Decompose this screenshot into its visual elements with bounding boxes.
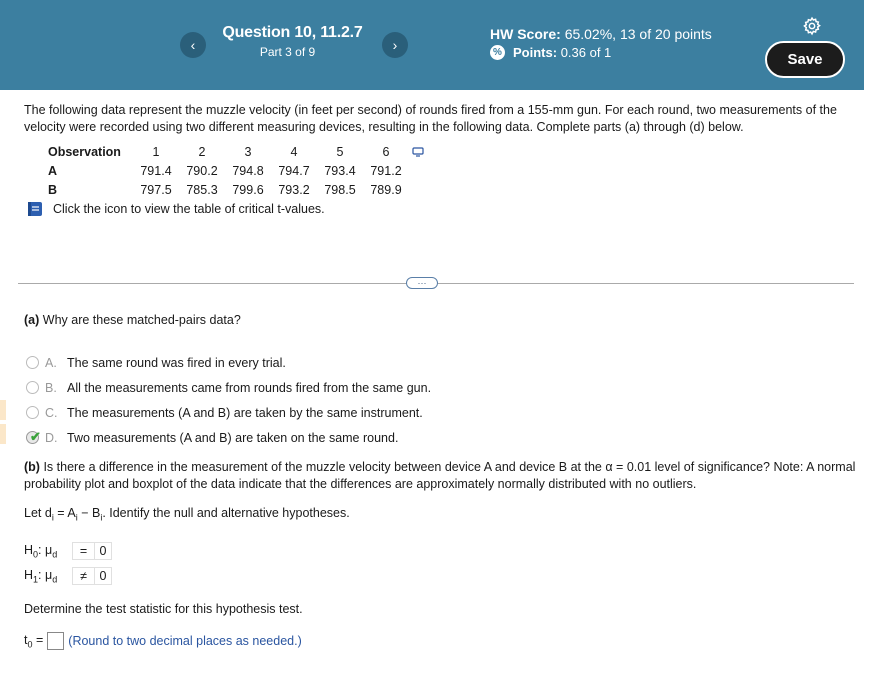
points <box>490 45 611 60</box>
header-bar <box>0 0 864 90</box>
part-b-question <box>24 459 856 493</box>
save-button[interactable]: Save <box>765 41 845 78</box>
table-row <box>48 161 409 180</box>
radio-button[interactable] <box>26 381 39 394</box>
test-statistic-row <box>24 632 302 650</box>
table-header-cell: 4 <box>290 144 298 159</box>
t-subscript: 0 <box>27 639 33 650</box>
h-symbol: H <box>24 542 34 557</box>
alternative-hypothesis-lhs <box>24 568 72 585</box>
table-header-cell: 6 <box>382 144 390 159</box>
expand-more-button[interactable]: ··· <box>406 277 438 289</box>
table-header-cell: 3 <box>244 144 252 159</box>
table-cell: 797.5 <box>140 182 172 197</box>
table-row-label: B <box>48 182 58 197</box>
null-value-input[interactable]: 0 <box>94 542 112 560</box>
mu-subscript: d <box>52 574 58 585</box>
h-subscript: 0 <box>33 549 39 560</box>
mu-subscript: d <box>52 549 58 560</box>
table-header-row <box>48 142 409 161</box>
option-letter: D. <box>45 430 58 445</box>
table-row <box>48 180 409 199</box>
test-statistic-input[interactable] <box>47 632 64 650</box>
let-d-statement <box>24 506 350 523</box>
table-cell: 789.9 <box>370 182 402 197</box>
question-part: Part 3 of 9 <box>259 45 316 59</box>
table-cell: 799.6 <box>232 182 264 197</box>
option-text: All the measurements came from rounds fired from the same gun. <box>67 380 432 395</box>
highlight-bar <box>0 424 6 444</box>
option-c[interactable] <box>26 400 431 425</box>
table-header-cell: 1 <box>152 144 160 159</box>
chevron-right-icon: › <box>392 37 398 53</box>
t-symbol: t <box>24 632 28 647</box>
part-a-options <box>26 350 431 450</box>
let-suffix-text: . Identify the null and alternative hypotheses. <box>102 506 350 520</box>
table-cell: 791.2 <box>370 163 402 178</box>
let-a-text: = A <box>53 506 76 520</box>
chevron-left-icon: ‹ <box>190 37 196 53</box>
radio-button[interactable] <box>26 406 39 419</box>
option-letter: A. <box>45 355 57 370</box>
equals-sign: = <box>32 632 44 647</box>
part-a-label: (a) <box>24 313 40 327</box>
table-cell: 798.5 <box>324 182 356 197</box>
determine-statistic-text: Determine the test statistic for this hypothesis test. <box>24 602 303 616</box>
highlight-bar <box>0 400 6 420</box>
null-hypothesis <box>24 540 112 562</box>
book-icon[interactable] <box>26 200 44 218</box>
radio-button-selected[interactable] <box>26 431 39 444</box>
null-operator-select[interactable]: = <box>72 542 94 560</box>
table-cell: 794.7 <box>278 163 310 178</box>
previous-question-button[interactable] <box>180 32 206 58</box>
copy-data-icon[interactable] <box>412 147 424 157</box>
table-cell: 791.4 <box>140 163 172 178</box>
partial-credit-icon: % <box>490 45 505 60</box>
table-cell: 793.2 <box>278 182 310 197</box>
next-question-button[interactable] <box>382 32 408 58</box>
option-text: The measurements (A and B) are taken by the same instrument. <box>67 405 423 420</box>
table-header-label: Observation <box>48 144 121 159</box>
mu-symbol: : μ <box>38 542 53 557</box>
points-value: 0.36 of 1 <box>560 45 612 60</box>
option-letter: C. <box>45 405 58 420</box>
let-b-text: − B <box>77 506 101 520</box>
option-b[interactable] <box>26 375 431 400</box>
table-cell: 794.8 <box>232 163 264 178</box>
critical-t-values-text: Click the icon to view the table of critical t-values. <box>53 202 325 216</box>
part-a-question <box>24 313 241 327</box>
alternative-hypothesis <box>24 565 112 587</box>
part-b-text: Is there a difference in the measurement of the muzzle velocity between device A and device B at the α = 0.01 level of significance? Note: A normal probability plot and boxplot of the data indicate that the differences are approximately normally distributed with no outliers. <box>24 460 856 491</box>
h-symbol: H <box>24 567 34 582</box>
option-text: Two measurements (A and B) are taken on the same round. <box>67 430 399 445</box>
table-header-cell: 5 <box>336 144 344 159</box>
critical-t-values-link[interactable] <box>26 200 325 218</box>
data-table <box>48 142 409 199</box>
question-title: Question 10, 11.2.7 <box>222 24 363 41</box>
hw-score-value: 65.02%, 13 of 20 points <box>564 26 712 42</box>
hw-score-label: HW Score: <box>490 26 561 42</box>
option-d[interactable] <box>26 425 431 450</box>
radio-button[interactable] <box>26 356 39 369</box>
option-a[interactable] <box>26 350 431 375</box>
let-d-text: Let d <box>24 506 52 520</box>
gear-icon[interactable] <box>802 16 822 36</box>
alternative-value-input[interactable]: 0 <box>94 567 112 585</box>
correct-check-icon: ✔ <box>30 429 41 444</box>
subscript-i: i <box>51 512 54 523</box>
hw-score <box>490 26 712 42</box>
t-label <box>24 633 43 650</box>
subscript-i: i <box>75 512 78 523</box>
part-b-label: (b) <box>24 460 40 474</box>
option-text: The same round was fired in every trial. <box>67 355 286 370</box>
table-row-label: A <box>48 163 58 178</box>
null-hypothesis-lhs <box>24 543 72 560</box>
table-header-cell: 2 <box>198 144 206 159</box>
points-label: Points: <box>513 45 558 60</box>
table-cell: 785.3 <box>186 182 218 197</box>
problem-intro: The following data represent the muzzle velocity (in feet per second) of rounds fired from a 155-mm gun. For each round, two measurements of the velocity were recorded using two different measuring devices, resulting in the following data. Complete parts (a) through (d) below. <box>24 103 837 134</box>
table-cell: 790.2 <box>186 163 218 178</box>
table-cell: 793.4 <box>324 163 356 178</box>
rounding-hint: (Round to two decimal places as needed.) <box>68 634 302 648</box>
h-subscript: 1 <box>33 574 39 585</box>
subscript-i: i <box>100 512 103 523</box>
mu-symbol: : μ <box>38 567 53 582</box>
option-letter: B. <box>45 380 57 395</box>
alternative-operator-select[interactable]: ≠ <box>72 567 94 585</box>
part-a-text: Why are these matched-pairs data? <box>42 313 241 327</box>
